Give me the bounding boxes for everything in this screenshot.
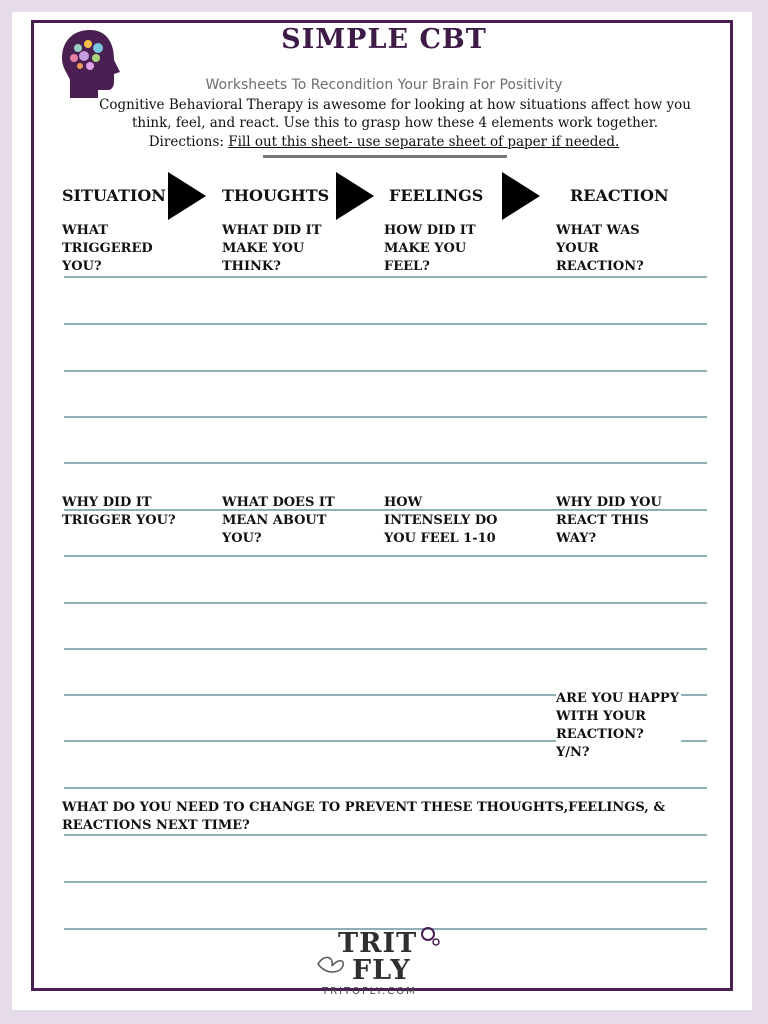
writing-line[interactable]	[64, 323, 707, 325]
prompt-happy-reaction: ARE YOU HAPPY WITH YOUR REACTION? Y/N?	[556, 691, 679, 760]
writing-line[interactable]	[64, 276, 707, 278]
arrow-right-icon	[336, 172, 376, 220]
prompt-feelings-1: HOW DID IT MAKE YOU FEEL?	[384, 223, 476, 274]
writing-line[interactable]	[64, 787, 707, 789]
writing-line[interactable]	[64, 881, 707, 883]
directions-instruction: Fill out this sheet- use separate sheet of paper if needed.	[228, 134, 620, 150]
prompt-change-next-time: WHAT DO YOU NEED TO CHANGE TO PREVENT THESE THOUGHTS,FEELINGS, & REACTIONS NEXT TIME?	[62, 800, 666, 833]
writing-line[interactable]	[64, 416, 707, 418]
prompt-situation-1: WHAT TRIGGERED YOU?	[62, 223, 153, 274]
directions-rule	[263, 155, 507, 158]
prompt-reaction-2: WHY DID YOU REACT THIS WAY?	[556, 495, 662, 546]
directions-prefix: Directions:	[148, 134, 229, 150]
heading-reaction: REACTION	[570, 186, 669, 205]
arrow-right-icon	[502, 172, 542, 220]
logo-line-1: TRIT	[338, 928, 418, 959]
page-title: SIMPLE CBT	[281, 24, 487, 55]
logo-url[interactable]: TRITOFLY.COM	[322, 986, 417, 997]
writing-line[interactable]	[64, 370, 707, 372]
heading-situation: SITUATION	[62, 186, 166, 205]
directions-text	[0, 134, 768, 150]
prompt-reaction-1: WHAT WAS YOUR REACTION?	[556, 223, 644, 274]
arrow-right-icon	[168, 172, 208, 220]
logo-line-2: FLY	[352, 955, 411, 986]
writing-line[interactable]	[64, 602, 707, 604]
writing-line[interactable]	[64, 648, 707, 650]
writing-line[interactable]	[64, 834, 707, 836]
page-subtitle: Worksheets To Recondition Your Brain For Positivity	[205, 77, 563, 93]
writing-line[interactable]	[64, 462, 707, 464]
prompt-situation-2: WHY DID IT TRIGGER YOU?	[62, 495, 176, 528]
prompt-thoughts-2: WHAT DOES IT MEAN ABOUT YOU?	[222, 495, 335, 546]
intro-text: Cognitive Behavioral Therapy is awesome for looking at how situations affect how you think, feel, and react. Use this to grasp how these 4 elements work together.	[99, 97, 691, 131]
prompt-thoughts-1: WHAT DID IT MAKE YOU THINK?	[222, 223, 322, 274]
writing-line[interactable]	[64, 555, 707, 557]
heading-thoughts: THOUGHTS	[222, 186, 330, 205]
heading-feelings: FEELINGS	[389, 186, 484, 205]
prompt-feelings-2: HOW INTENSELY DO YOU FEEL 1-10	[384, 495, 498, 546]
